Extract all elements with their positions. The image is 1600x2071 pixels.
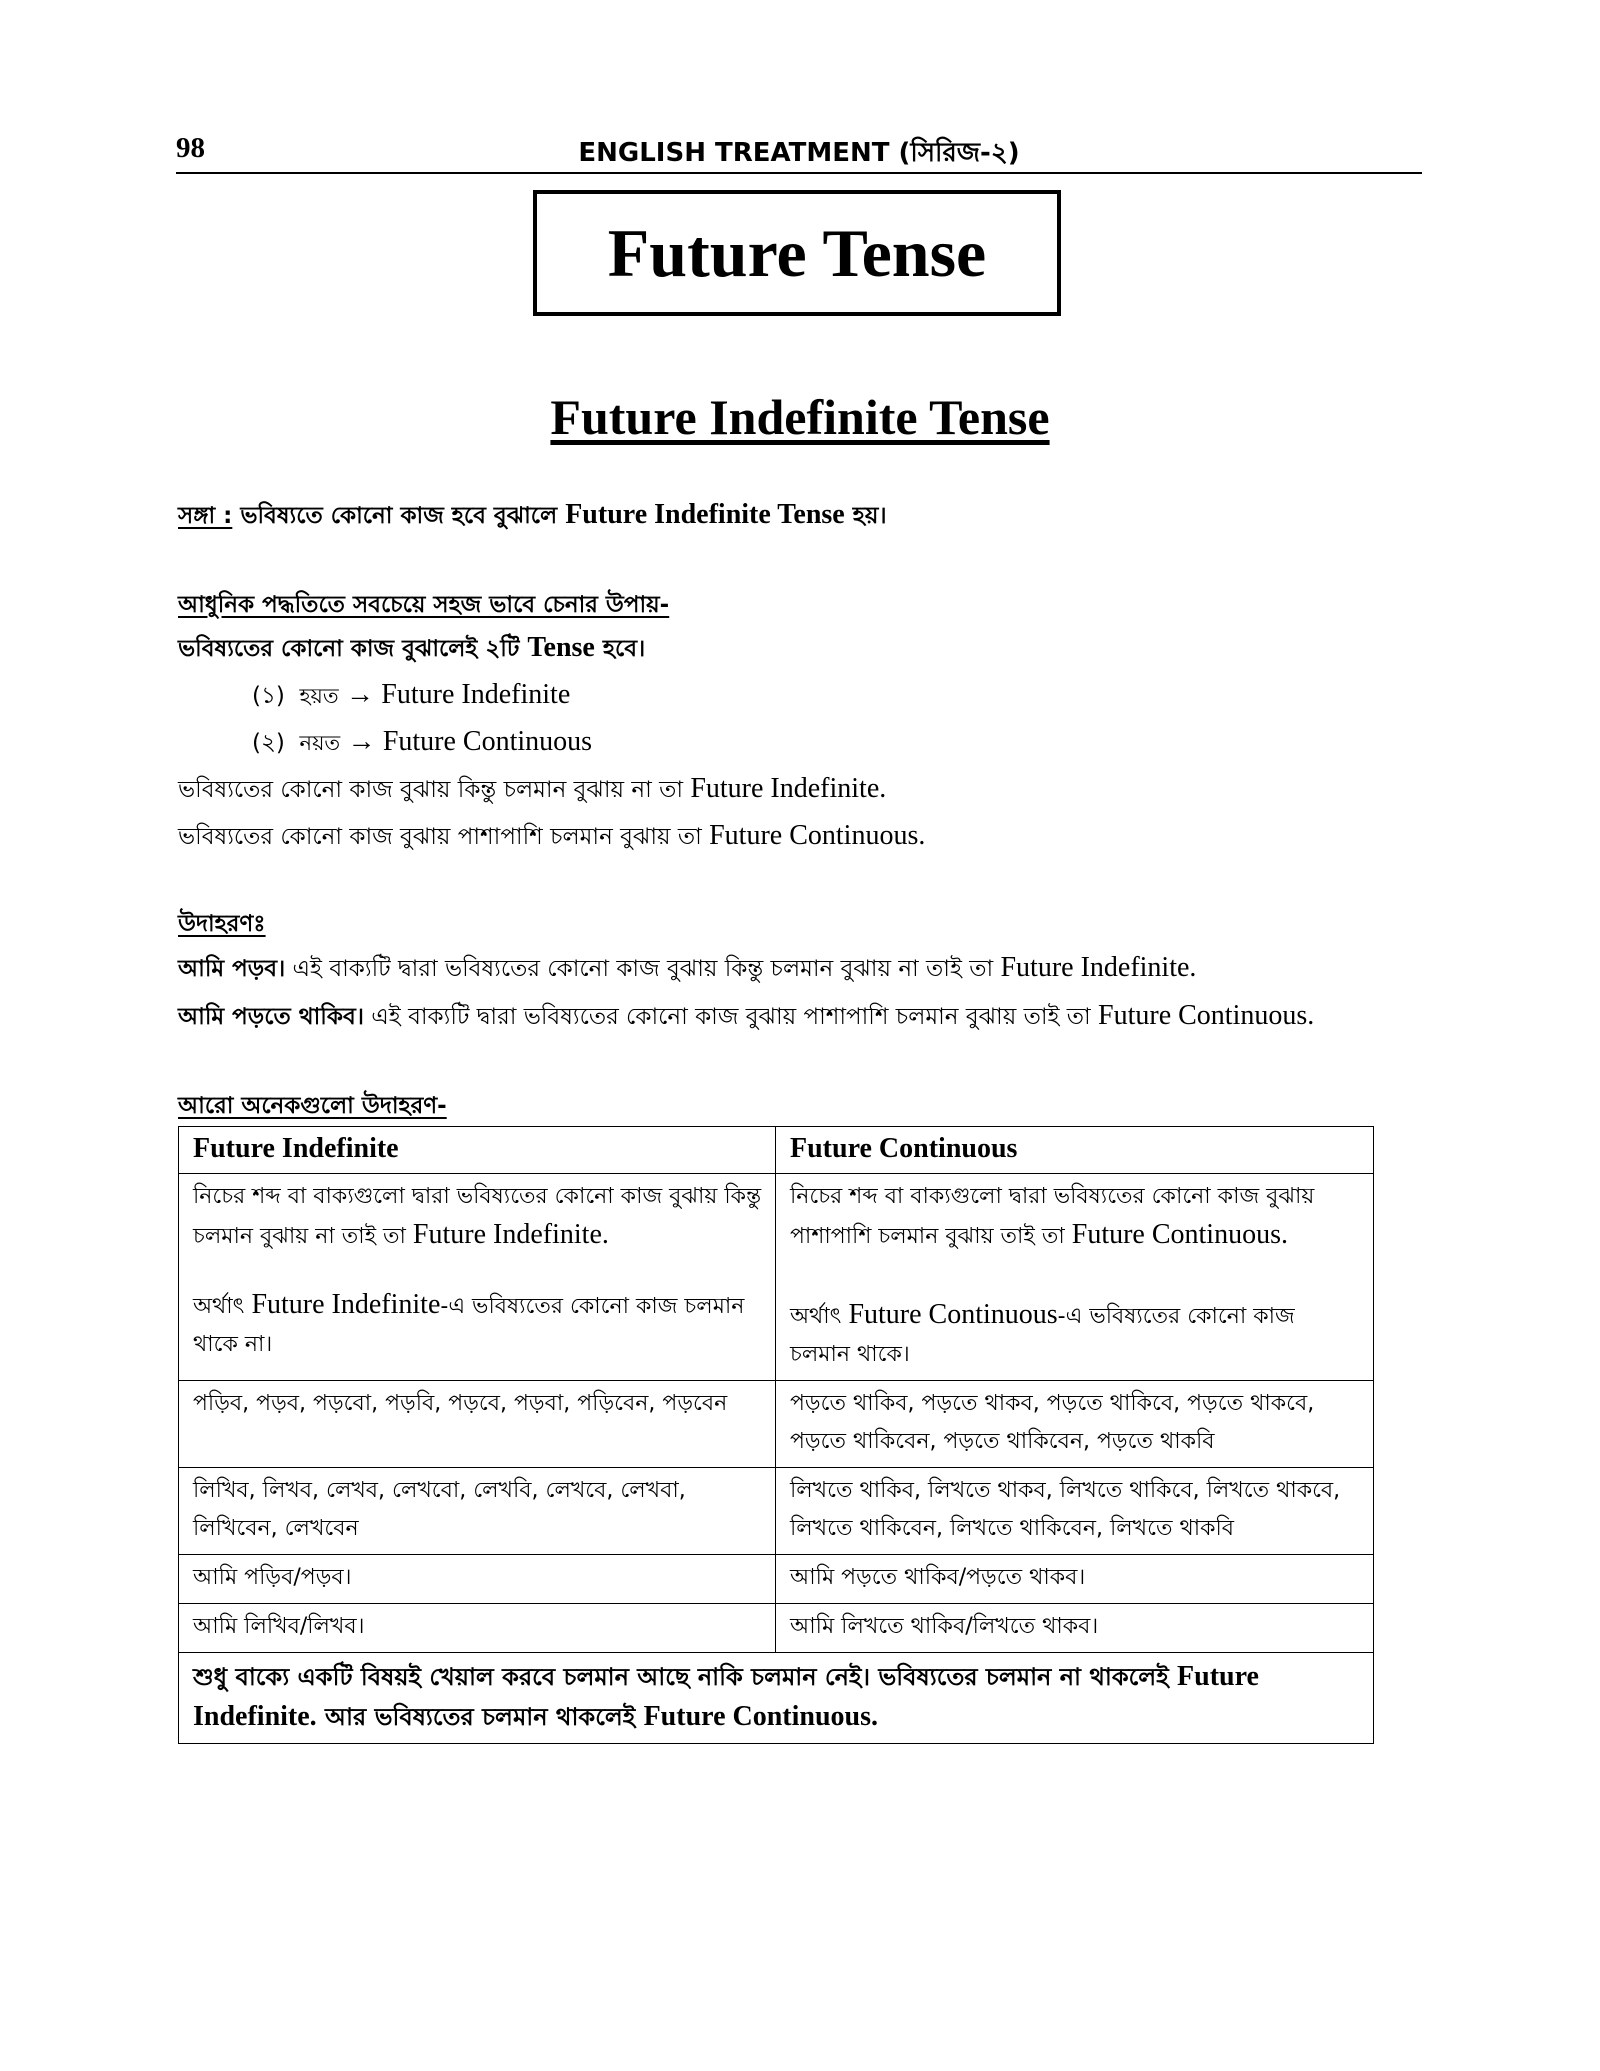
example-text: এই বাক্যটি দ্বারা ভবিষ্যতের কোনো কাজ বুঝায় কিন্তু চলমান বুঝায় না তাই তা [285, 956, 1001, 982]
table-row [179, 1555, 1374, 1604]
definition-text: ভবিষ্যতে কোনো কাজ হবে বুঝালে [232, 503, 566, 529]
method-item [252, 724, 592, 763]
item-tense: Future Indefinite [381, 679, 571, 710]
cell-tense: Future Continuous [848, 1299, 1058, 1330]
cell-text: অর্থাৎ [193, 1294, 252, 1319]
item-tense: Future Continuous [382, 726, 593, 757]
method-heading: আধুনিক পদ্ধতিতে সবচেয়ে সহজ ভাবে চেনার উপায়- [178, 592, 670, 618]
method-intro-tense: Tense [527, 632, 595, 663]
section-title-wrap [0, 388, 1600, 446]
rule-text: ভবিষ্যতের কোনো কাজ বুঝায় পাশাপাশি চলমান বুঝায় তা [178, 824, 710, 850]
table-cell: লিখিব, লিখব, লেখব, লেখবো, লেখবি, লেখবে, লেখবা, লিখিবেন, লেখবেন [179, 1468, 776, 1555]
definition-line [178, 497, 887, 536]
table-cell [179, 1174, 776, 1381]
table-cell: আমি লিখিব/লিখব। [179, 1604, 776, 1653]
definition-end: হয়। [844, 503, 887, 529]
cell-tense: Future Continuous. [1071, 1219, 1288, 1250]
method-intro-end: হবে। [594, 636, 646, 662]
table-row [179, 1468, 1374, 1555]
comparison-table [178, 1126, 1374, 1744]
arrow-icon: → [347, 726, 376, 757]
example-line [178, 950, 1196, 989]
chapter-title-box [533, 190, 1061, 316]
rule-text: ভবিষ্যতের কোনো কাজ বুঝায় কিন্তু চলমান বুঝায় না তা [178, 777, 691, 803]
definition-label: সঙ্গা : [178, 503, 233, 529]
table-row [179, 1604, 1374, 1653]
cell-text: অর্থাৎ [790, 1304, 849, 1329]
table-cell: পড়তে থাকিব, পড়তে থাকব, পড়তে থাকিবে, পড়তে থাকবে, পড়তে থাকিবেন, পড়তে থাকিবেন, পড়তে থাকবি [776, 1381, 1374, 1468]
example-sentence: আমি পড়তে থাকিব। [178, 1004, 364, 1030]
definition-tense: Future Indefinite Tense [565, 499, 845, 530]
table-row [179, 1381, 1374, 1468]
cell-text: -এ ভবিষ্যতের কোনো কাজ চলমান থাকে না। [193, 1294, 745, 1357]
table-cell: আমি পড়িব/পড়ব। [179, 1555, 776, 1604]
cell-tense: Future Indefinite [251, 1289, 441, 1320]
example-tense: Future Continuous. [1098, 1000, 1315, 1031]
page-number: 98 [176, 132, 205, 164]
item-number: (২) [252, 730, 285, 756]
table-cell: পড়িব, পড়ব, পড়বো, পড়বি, পড়বে, পড়বা, পড়িবেন, পড়বেন [179, 1381, 776, 1468]
item-word: হয়ত [299, 684, 339, 708]
table-cell: আমি লিখতে থাকিব/লিখতে থাকব। [776, 1604, 1374, 1653]
cell-text: নিচের শব্দ বা বাক্যগুলো দ্বারা ভবিষ্যতের কোনো কাজ বুঝায় পাশাপাশি চলমান বুঝায় তাই তা [790, 1184, 1315, 1249]
cell-tense: Future Indefinite. [412, 1219, 609, 1250]
column-header: Future Continuous [776, 1127, 1374, 1174]
rule-tense: Future Continuous. [709, 820, 926, 851]
method-intro [178, 630, 645, 669]
example-tense: Future Indefinite. [1000, 952, 1197, 983]
item-word: নয়ত [299, 731, 341, 755]
table-cell [776, 1174, 1374, 1381]
rule-line [178, 818, 925, 857]
note-tense: Future Continuous. [643, 1701, 879, 1732]
page-header [176, 128, 1422, 174]
method-intro-text: ভবিষ্যতের কোনো কাজ বুঝালেই ২টি [178, 636, 528, 662]
table-row [179, 1174, 1374, 1381]
arrow-icon: → [345, 679, 374, 710]
table-cell: আমি পড়তে থাকিব/পড়তে থাকব। [776, 1555, 1374, 1604]
examples-heading: উদাহরণঃ [178, 911, 266, 937]
rule-tense: Future Indefinite. [690, 773, 887, 804]
method-item [252, 677, 570, 716]
chapter-title: Future Tense [607, 214, 987, 291]
cell-text: -এ ভবিষ্যতের কোনো কাজ চলমান থাকে। [790, 1304, 1295, 1367]
table-note [179, 1653, 1374, 1744]
table-header-row [179, 1127, 1374, 1174]
running-title: ENGLISH TREATMENT (সিরিজ-২) [578, 138, 1020, 168]
example-text: এই বাক্যটি দ্বারা ভবিষ্যতের কোনো কাজ বুঝায় পাশাপাশি চলমান বুঝায় তাই তা [364, 1004, 1099, 1030]
column-header: Future Indefinite [179, 1127, 776, 1174]
example-line [178, 998, 1314, 1037]
example-sentence: আমি পড়ব। [178, 956, 286, 982]
item-number: (১) [252, 683, 285, 709]
table-cell: লিখতে থাকিব, লিখতে থাকব, লিখতে থাকিবে, লিখতে থাকবে, লিখতে থাকিবেন, লিখতে থাকিবেন, লিখতে থাকবি [776, 1468, 1374, 1555]
more-examples-heading: আরো অনেকগুলো উদাহরণ- [178, 1093, 447, 1119]
section-title: Future Indefinite Tense [550, 389, 1050, 445]
rule-line [178, 771, 886, 810]
cell-text: নিচের শব্দ বা বাক্যগুলো দ্বারা ভবিষ্যতের কোনো কাজ বুঝায় কিন্তু চলমান বুঝায় না তাই তা [193, 1184, 762, 1249]
note-text: শুধু বাক্যে একটি বিষয়ই খেয়াল করবে চলমান আছে নাকি চলমান নেই। ভবিষ্যতের চলমান না থাকলেই [193, 1663, 1178, 1691]
table-note-row [179, 1653, 1374, 1744]
note-text: আর ভবিষ্যতের চলমান থাকলেই [316, 1703, 644, 1731]
note-tense: Future Indefinite. [193, 1661, 1259, 1732]
